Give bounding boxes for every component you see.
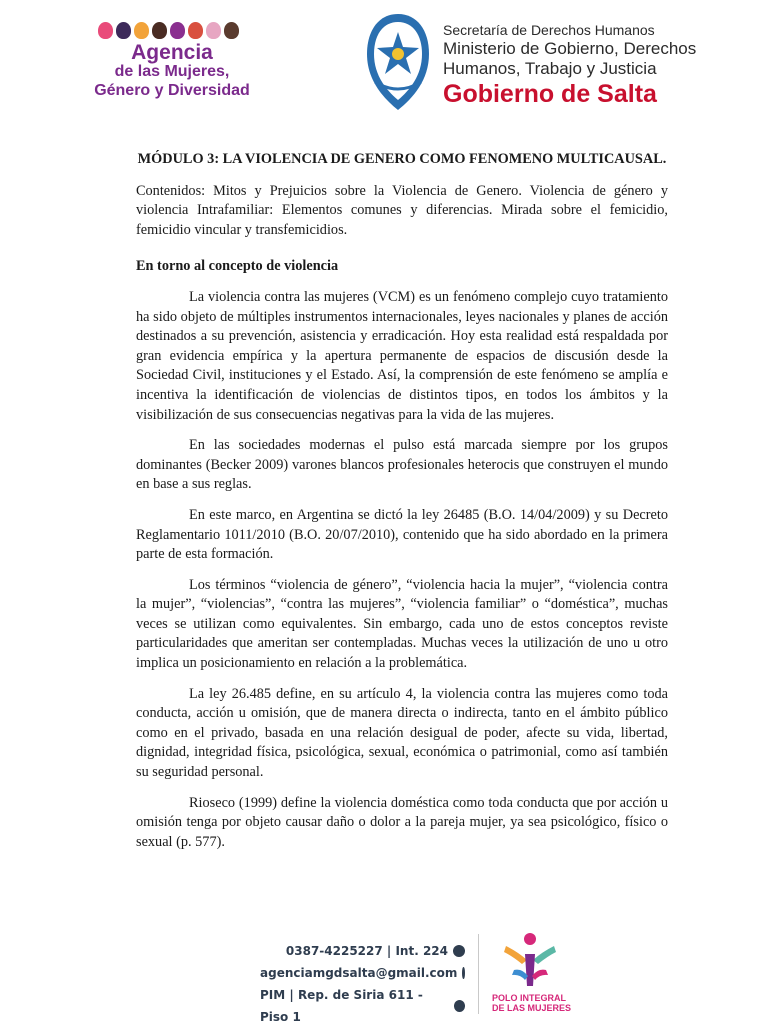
agency-name-line3: Género y Diversidad [94,82,250,99]
face-icon [206,22,221,39]
polo-figure-icon [500,930,560,988]
face-icon [170,22,185,39]
paragraph: Los términos “violencia de género”, “violencia hacia la mujer”, “violencia contra la mujer”, “violencias”, “contra las mujeres”, “violencia familiar” o “doméstica”, muchas veces se utilizan como equivalentes. Sin embargo, cada uno de estos conceptos reviste particularidades que ameritan ser contempladas. Muchas veces la utilización de uno u otro implica un posicionamiento en relación a la problemática. [136,576,668,672]
polo-text-line2: DE LAS MUJERES [492,1003,572,1013]
agency-logo [92,22,252,112]
government-text [443,22,696,109]
location-icon [454,1000,465,1012]
phone-icon [453,945,465,957]
contact-phone [260,940,465,962]
gov-ministry-line1: Ministerio de Gobierno, Derechos [443,39,697,58]
agency-name-line1: Agencia [131,41,213,64]
agency-name [92,43,252,100]
page-header [0,0,768,130]
email-icon [462,967,465,979]
section-heading: En torno al concepto de violencia [136,258,339,275]
gov-secretariat: Secretaría de Derechos Humanos [443,22,655,38]
polo-integral-logo [484,930,576,1018]
document-body [136,150,668,863]
government-logo [365,12,715,122]
footer-divider [478,934,479,1014]
paragraph: En las sociedades modernas el pulso está marcada siempre por los grupos dominantes (Becker 2009) varones blancos profesionales heterocis que construyen el mundo en base a sus reglas. [136,437,668,493]
agency-name-line2: de las Mujeres, [114,63,230,80]
polo-integral-text [492,993,576,1013]
paragraph: La violencia contra las mujeres (VCM) es un fenómeno complejo cuyo tratamiento ha sido objeto de múltiples instrumentos internacionales, leyes nacionales y planes de acción destinados a su prevención, asistencia y erradicación. Hoy esta realidad está respaldada por gran evidencia empírica y la apertura permanente de espacios de discusión desde la Sociedad Civil, instituciones y el Estado. Así, la comprensión de este fenómeno se amplía e incentiva la identificación de violencias de distintos tipos, en todos los ámbitos y la visibilización de sus consecuencias negativas para la vida de las mujeres. [136,288,668,423]
gov-ministry-line2: Humanos, Trabajo y Justicia [443,59,657,78]
module-contents: Contenidos: Mitos y Prejuicios sobre la Violencia de Genero. Violencia de género y violencia Intrafamiliar: Elementos comunes y diferencias. Mirada sobre el femicidio, femicidio vincular y transfemicidios. [136,182,668,238]
contact-address [260,984,465,1024]
polo-text-line1: POLO INTEGRAL [492,993,566,1003]
paragraph: Rioseco (1999) define la violencia doméstica como toda conducta que por acción u omisión tenga por objeto causar daño o dolor a la pareja mujer, ya sea psicológico, físico o sexual (p. 577). [136,794,668,850]
face-icon [224,22,239,39]
agency-faces-illustration [98,22,252,39]
page-footer [260,926,580,1024]
phone-text: 0387-4225227 | Int. 224 [285,944,448,958]
email-text: agenciamgdsalta@gmail.com [260,966,458,980]
paragraph: La ley 26.485 define, en su artículo 4, la violencia contra las mujeres como toda conducta, acción u omisión, que de manera directa o indirecta, tanto en el ámbito público como en el privado, basada en una relación desigual de poder, afecte su vida, libertad, dignidad, integridad física, psicológica, sexual, económica o patrimonial, como así también su seguridad personal. [136,685,668,781]
face-icon [134,22,149,39]
face-icon [98,22,113,39]
address-text: PIM | Rep. de Siria 611 - Piso 1 [260,988,423,1024]
module-title: MÓDULO 3: LA VIOLENCIA DE GENERO COMO FENOMENO MULTICAUSAL. [137,151,667,167]
face-icon [116,22,131,39]
salta-seal-icon [365,12,431,112]
paragraph: En este marco, en Argentina se dictó la ley 26485 (B.O. 14/04/2009) y su Decreto Reglamentario 1011/2010 (B.O. 20/07/2010), contenido que ha sido abordado en la primera parte de esta formación. [136,506,668,563]
gov-name: Gobierno de Salta [443,80,657,108]
contact-info [260,940,465,1024]
contact-email [260,962,465,984]
face-icon [188,22,203,39]
face-icon [152,22,167,39]
